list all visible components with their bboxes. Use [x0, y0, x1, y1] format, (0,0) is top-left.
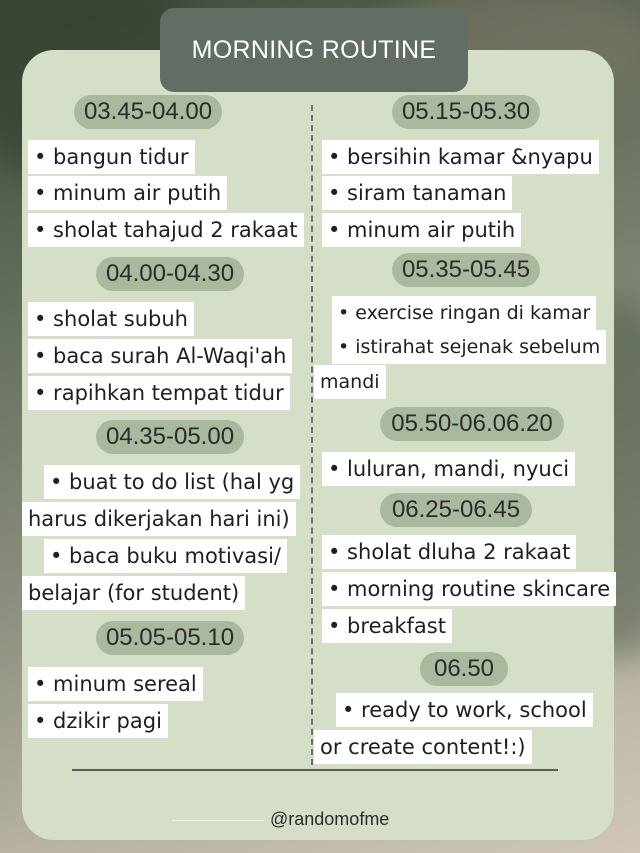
list-item: • breakfast — [322, 609, 452, 643]
time-pill: 06.50 — [420, 652, 508, 686]
list-item: mandi — [314, 365, 386, 399]
list-item: • sholat subuh — [28, 302, 194, 336]
column-divider — [311, 105, 313, 765]
list-item: • minum air putih — [28, 176, 227, 210]
time-pill: 04.35-05.00 — [96, 420, 244, 454]
list-item: • baca buku motivasi/ — [44, 539, 287, 573]
list-item: belajar (for student) — [22, 576, 245, 610]
list-item: • sholat tahajud 2 rakaat — [28, 213, 304, 247]
time-pill: 05.35-05.45 — [392, 253, 540, 287]
page-title: MORNING ROUTINE — [160, 8, 468, 92]
bottom-divider — [72, 769, 558, 771]
list-item: • bersihin kamar &nyapu — [322, 140, 599, 174]
list-item: • bangun tidur — [28, 140, 195, 174]
list-item: • luluran, mandi, nyuci — [322, 452, 575, 486]
author-handle: @randomofme — [270, 809, 390, 829]
footer-line — [172, 820, 264, 821]
list-item: • ready to work, school — [336, 693, 593, 727]
time-pill: 04.00-04.30 — [96, 257, 244, 291]
list-item: harus dikerjakan hari ini) — [22, 502, 296, 536]
list-item: • buat to do list (hal yg — [44, 465, 300, 499]
list-item: • sholat dluha 2 rakaat — [322, 535, 576, 569]
list-item: • dzikir pagi — [28, 704, 168, 738]
list-item: • istirahat sejenak sebelum — [332, 330, 606, 364]
list-item: • minum sereal — [28, 667, 203, 701]
list-item: • minum air putih — [322, 213, 521, 247]
time-pill: 05.05-05.10 — [96, 621, 244, 655]
time-pill: 05.15-05.30 — [392, 95, 540, 129]
list-item: or create content!:) — [314, 730, 532, 764]
list-item: • rapihkan tempat tidur — [28, 376, 290, 410]
list-item: • baca surah Al-Waqi'ah — [28, 339, 292, 373]
list-item: • exercise ringan di kamar — [332, 296, 596, 330]
list-item: • morning routine skincare — [322, 572, 616, 606]
time-pill: 06.25-06.45 — [380, 493, 532, 527]
list-item: • siram tanaman — [322, 176, 512, 210]
time-pill: 03.45-04.00 — [74, 95, 222, 129]
time-pill: 05.50-06.06.20 — [380, 407, 564, 441]
